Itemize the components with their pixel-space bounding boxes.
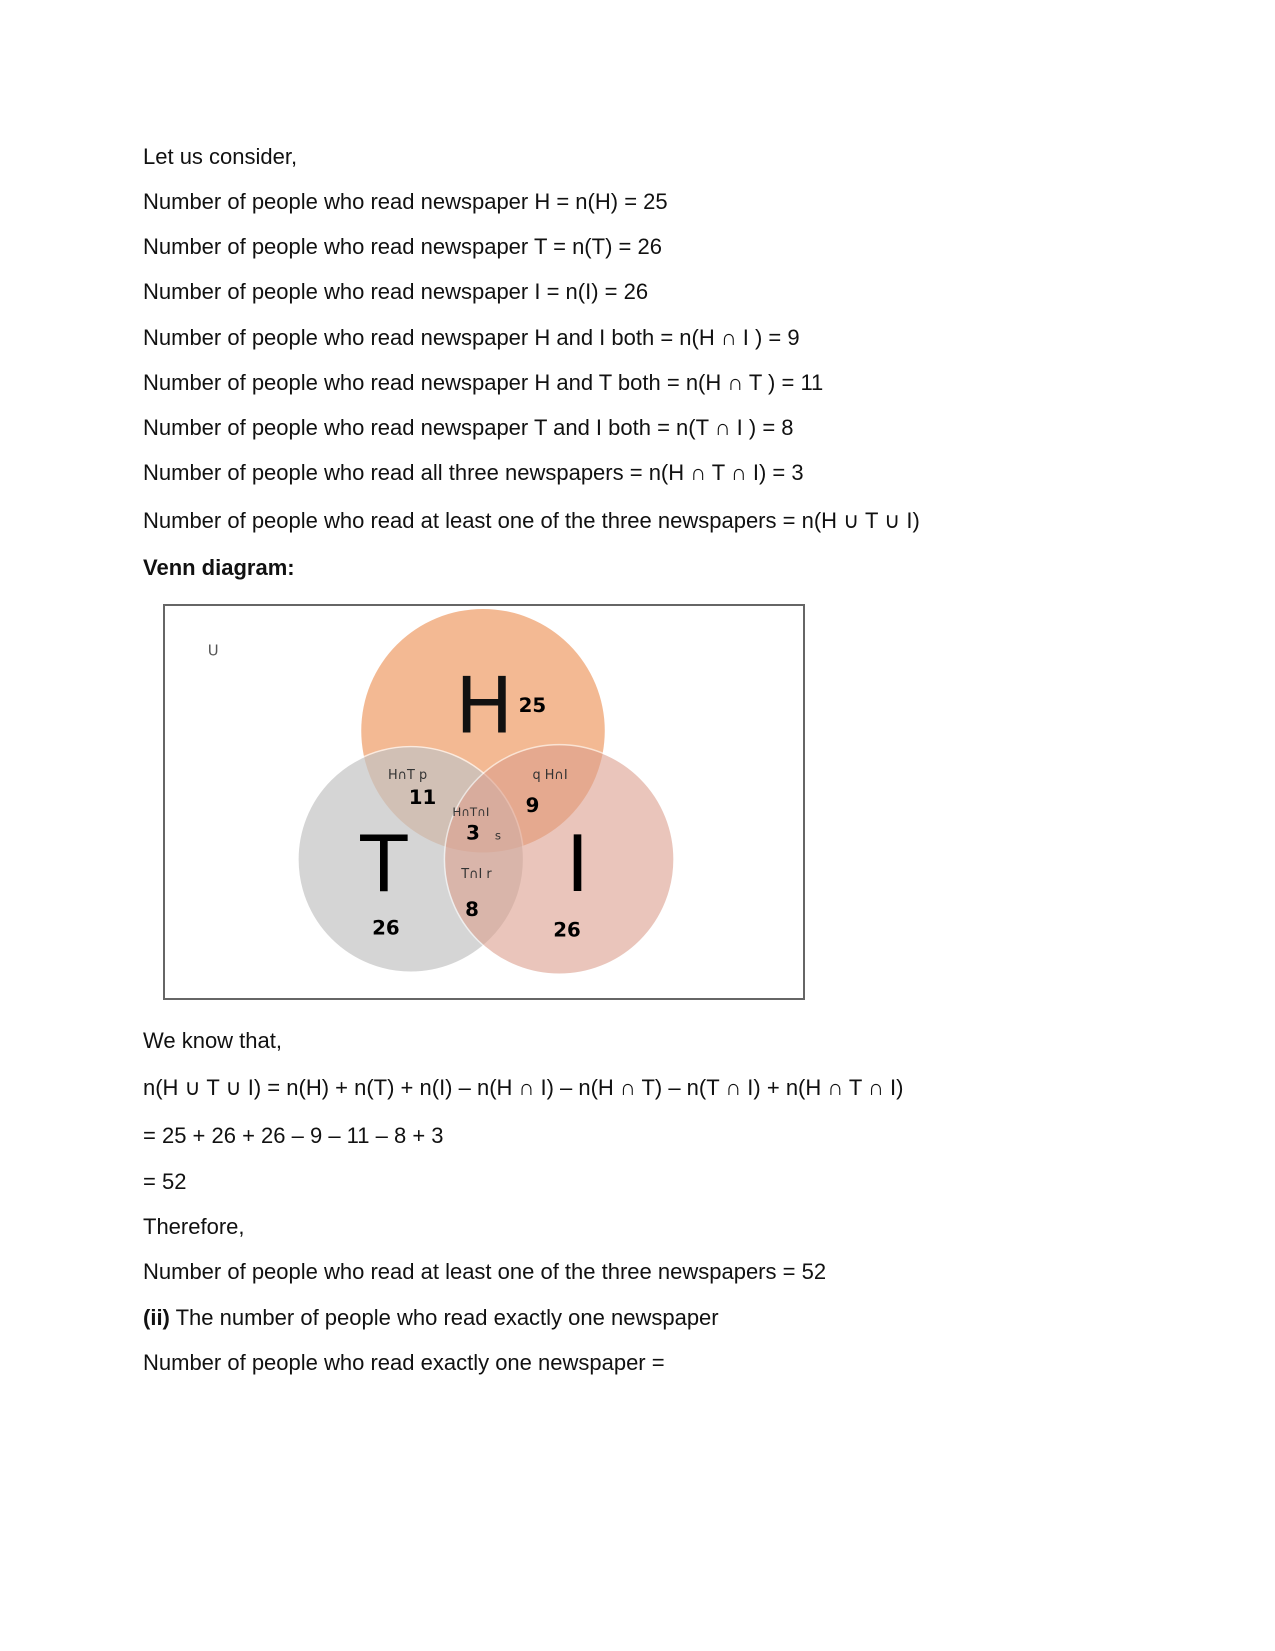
given-line: Number of people who read at least one of the three newspapers = n(H ∪ T ∪ I) — [143, 508, 920, 533]
last-line: Number of people who read exactly one newspaper = — [143, 1350, 665, 1375]
i-value: 26 — [553, 918, 581, 942]
solution-line: n(H ∪ T ∪ I) = n(H) + n(T) + n(I) – n(H ∩ I) – n(H ∩ T) – n(T ∩ I) + n(H ∩ T ∩ I) — [143, 1075, 904, 1100]
hti-tag: s — [494, 828, 502, 843]
venn-diagram — [163, 604, 805, 1000]
venn-svg — [165, 606, 803, 998]
h-value: 25 — [518, 693, 547, 717]
given-line: Number of people who read newspaper H = n(H) = 25 — [143, 189, 668, 214]
part2-text: The number of people who read exactly one newspaper — [169, 1305, 719, 1330]
i-label: I — [566, 820, 589, 911]
solution-line: = 52 — [143, 1169, 187, 1194]
universe-label: U — [207, 642, 219, 660]
given-line: Number of people who read newspaper I = n(I) = 26 — [143, 279, 649, 304]
given-line: Number of people who read newspaper T = n(T) = 26 — [143, 234, 662, 259]
t-label: T — [360, 820, 408, 911]
ti-value: 8 — [465, 897, 479, 921]
ti-label: T∩I r — [461, 867, 492, 883]
given-line: Number of people who read newspaper H and I both = n(H ∩ I ) = 9 — [143, 325, 800, 350]
intro-text: Let us consider, — [143, 144, 298, 169]
ht-label: H∩T p — [387, 768, 428, 784]
solution-line: Number of people who read at least one of the three newspapers = 52 — [143, 1259, 827, 1284]
hti-label: H∩T∩I — [452, 804, 490, 819]
hti-value: 3 — [466, 821, 480, 845]
venn-heading: Venn diagram: — [143, 555, 295, 580]
part2-line — [143, 1305, 719, 1331]
given-line: Number of people who read newspaper T and I both = n(T ∩ I ) = 8 — [143, 415, 794, 440]
solution-line: = 25 + 26 + 26 – 9 – 11 – 8 + 3 — [143, 1123, 444, 1148]
solution-line: We know that, — [143, 1028, 282, 1053]
hi-label: q H∩I — [532, 768, 568, 784]
h-label: H — [455, 661, 514, 752]
ht-value: 11 — [408, 785, 437, 809]
hi-value: 9 — [525, 793, 540, 817]
given-line: Number of people who read all three newspapers = n(H ∩ T ∩ I) = 3 — [143, 460, 804, 485]
t-value: 26 — [372, 916, 400, 940]
given-line: Number of people who read newspaper H and T both = n(H ∩ T ) = 11 — [143, 370, 824, 395]
solution-line: Therefore, — [143, 1214, 245, 1239]
part2-prefix: (ii) — [143, 1305, 170, 1330]
